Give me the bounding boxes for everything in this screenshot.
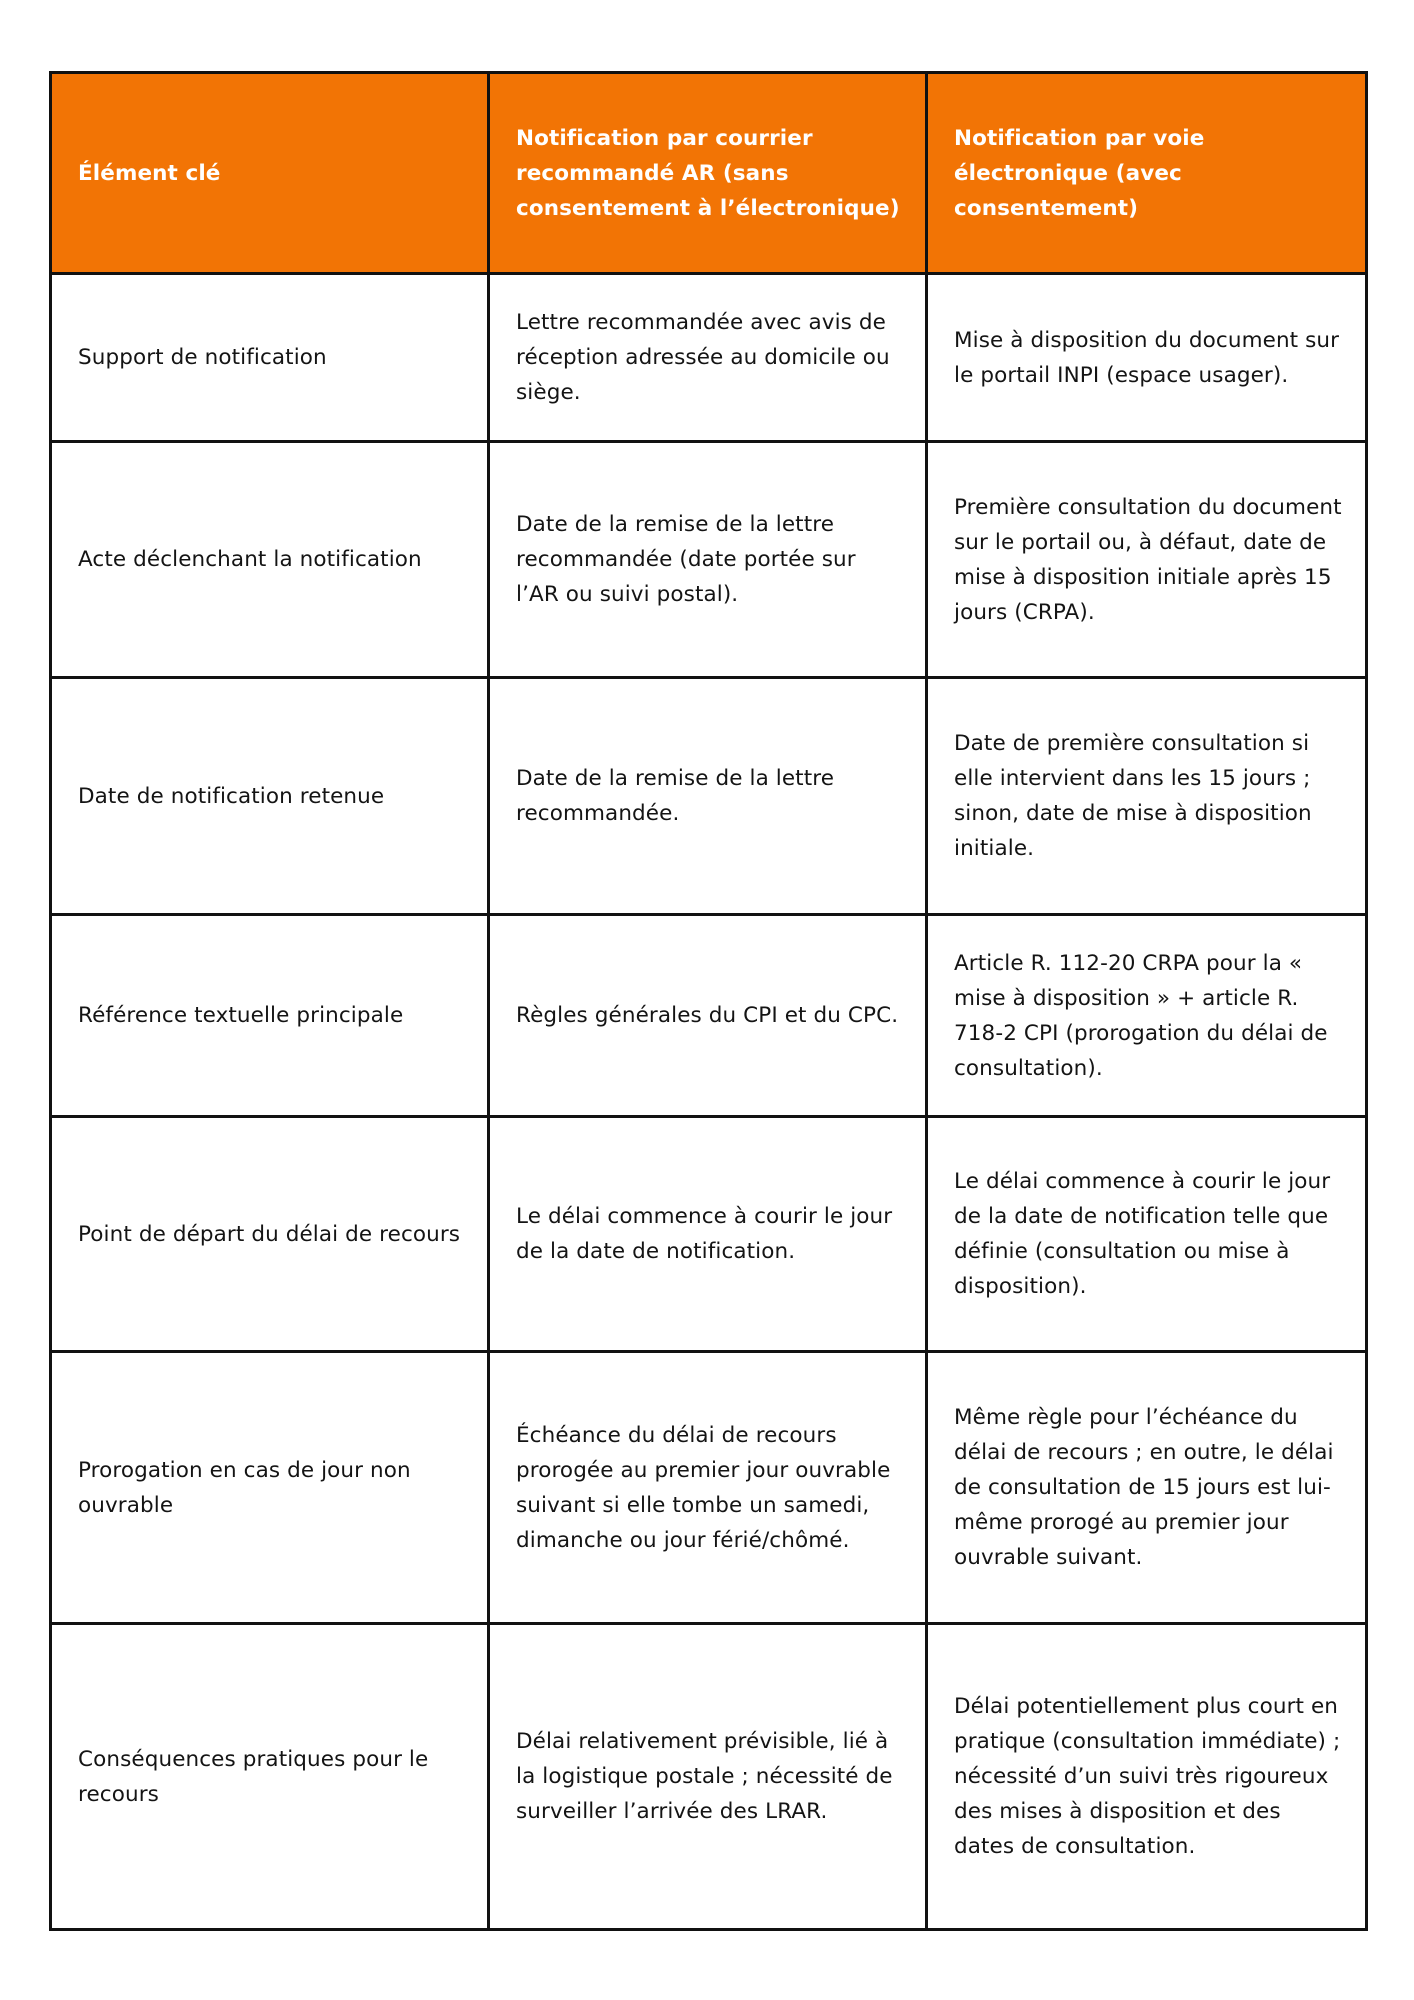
cell-courrier: Délai relativement prévisible, lié à la logistique postale ; nécessité de surveiller l’arrivée des LRAR. (489, 1624, 927, 1930)
cell-courrier: Lettre recommandée avec avis de réception adressée au domicile ou siège. (489, 274, 927, 442)
table-row (51, 1117, 1367, 1352)
table-row (51, 1624, 1367, 1930)
cell-electronique: Première consultation du document sur le portail ou, à défaut, date de mise à disposition initiale après 15 jours (CRPA). (927, 442, 1367, 678)
cell-courrier: Date de la remise de la lettre recommandée (date portée sur l’AR ou suivi postal). (489, 442, 927, 678)
cell-element: Support de notification (51, 274, 489, 442)
cell-courrier: Échéance du délai de recours prorogée au premier jour ouvrable suivant si elle tombe un samedi, dimanche ou jour férié/chômé. (489, 1352, 927, 1624)
cell-courrier: Date de la remise de la lettre recommandée. (489, 678, 927, 915)
table-row (51, 915, 1367, 1117)
table-row (51, 274, 1367, 442)
comparison-table (49, 71, 1368, 1931)
cell-element: Point de départ du délai de recours (51, 1117, 489, 1352)
cell-electronique: Article R. 112-20 CRPA pour la « mise à disposition » + article R. 718-2 CPI (prorogation du délai de consultation). (927, 915, 1367, 1117)
cell-electronique: Le délai commence à courir le jour de la date de notification telle que définie (consultation ou mise à disposition). (927, 1117, 1367, 1352)
table-header-row (51, 73, 1367, 274)
cell-electronique: Même règle pour l’échéance du délai de recours ; en outre, le délai de consultation de 15 jours est lui-même prorogé au premier jour ouvrable suivant. (927, 1352, 1367, 1624)
cell-electronique: Mise à disposition du document sur le portail INPI (espace usager). (927, 274, 1367, 442)
table-row (51, 678, 1367, 915)
cell-element: Référence textuelle principale (51, 915, 489, 1117)
table-row (51, 1352, 1367, 1624)
cell-electronique: Date de première consultation si elle intervient dans les 15 jours ; sinon, date de mise à disposition initiale. (927, 678, 1367, 915)
cell-element: Prorogation en cas de jour non ouvrable (51, 1352, 489, 1624)
cell-courrier: Le délai commence à courir le jour de la date de notification. (489, 1117, 927, 1352)
table-row (51, 442, 1367, 678)
cell-courrier: Règles générales du CPI et du CPC. (489, 915, 927, 1117)
header-element-cle: Élément clé (51, 73, 489, 274)
cell-electronique: Délai potentiellement plus court en pratique (consultation immédiate) ; nécessité d’un suivi très rigoureux des mises à disposition et des dates de consultation. (927, 1624, 1367, 1930)
cell-element: Acte déclenchant la notification (51, 442, 489, 678)
cell-element: Conséquences pratiques pour le recours (51, 1624, 489, 1930)
cell-element: Date de notification retenue (51, 678, 489, 915)
header-voie-electronique: Notification par voie électronique (avec consentement) (927, 73, 1367, 274)
header-courrier-recommande: Notification par courrier recommandé AR (sans consentement à l’électronique) (489, 73, 927, 274)
